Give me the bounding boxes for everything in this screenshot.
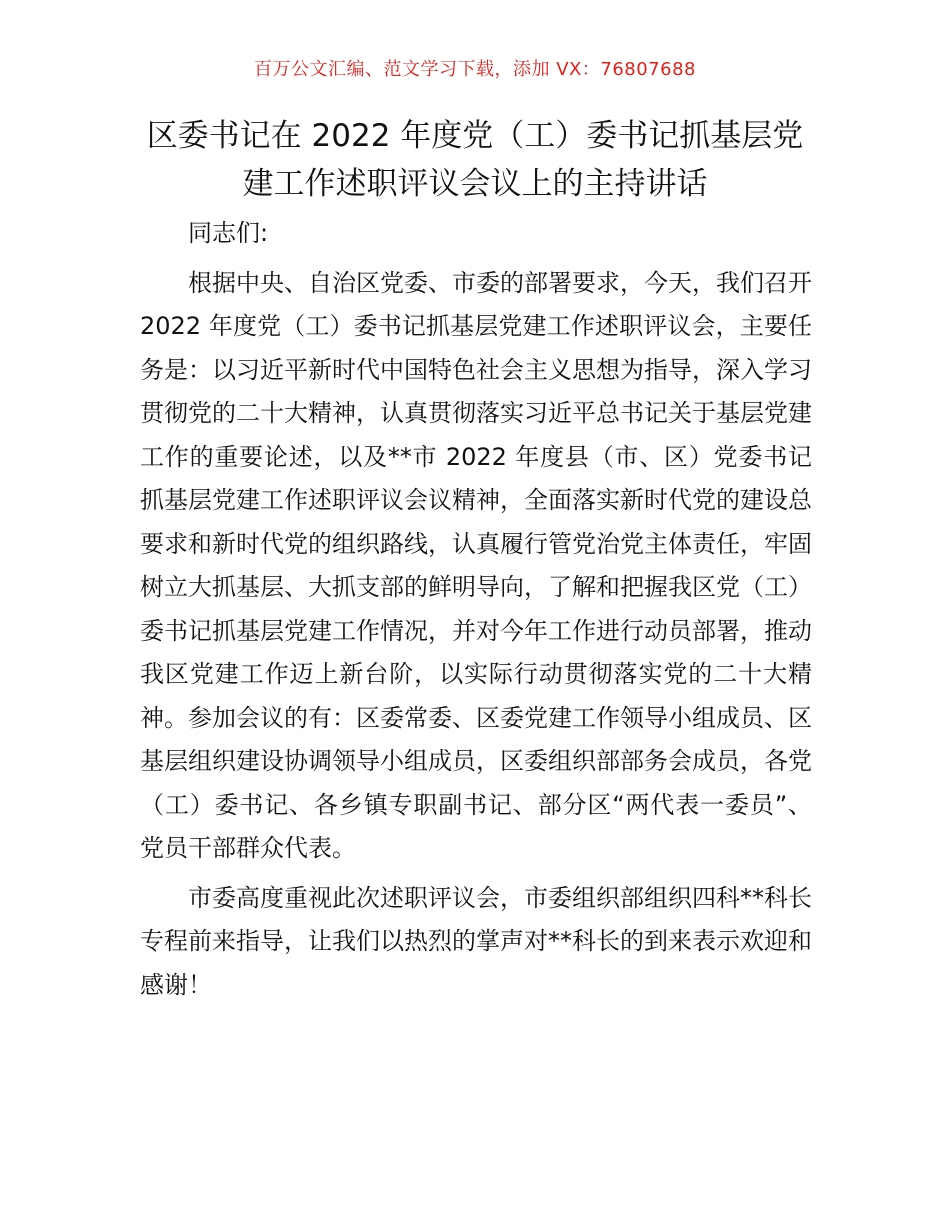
watermark-header: 百万公文汇编、范文学习下载，添加 VX：76807688 <box>254 59 696 80</box>
document-title <box>100 112 850 208</box>
document-body <box>140 212 812 1007</box>
paragraph-1: 根据中央、自治区党委、市委的部署要求，今天，我们召开 2022 年度党（工）委书记抓基层党建工作述职评议会，主要任务是：以习近平新时代中国特色社会主义思想为指导，深入学习贯彻党的二十大精神，认真贯彻落实习近平总书记关于基层党建工作的重要论述，以及**市 2022 年度县（市、区）党委书记抓基层党建工作述职评议会议精神，全面落实新时代党的建设总要求和新时代党的组织路线，认真履行管党治党主体责任，牢固树立大抓基层、大抓支部的鲜明导向，了解和把握我区党（工）委书记抓基层党建工作情况，并对今年工作进行动员部署，推动我区党建工作迈上新台阶，以实际行动贯彻落实党的二十大精神。参加会议的有：区委常委、区委党建工作领导小组成员、区基层组织建设协调领导小组成员，区委组织部部务会成员，各党（工）委书记、各乡镇专职副书记、部分区“两代表一委员”、党员干部群众代表。 <box>140 268 812 862</box>
greeting: 同志们: <box>188 219 269 247</box>
paragraph-2: 市委高度重视此次述职评议会，市委组织部组织四科**科长专程前来指导，让我们以热烈的掌声对**科长的到来表示欢迎和感谢！ <box>140 883 812 999</box>
title-line-1: 区委书记在 2022 年度党（工）委书记抓基层党 <box>146 118 804 154</box>
title-line-2: 建工作述职评议会议上的主持讲话 <box>242 166 708 202</box>
